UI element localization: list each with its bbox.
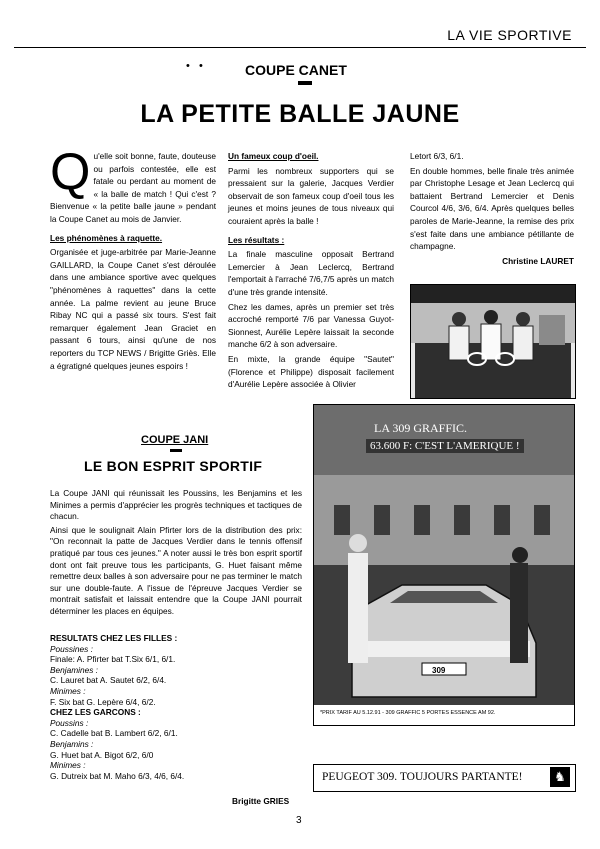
article1-paragraph: Parmi les nombreux supporters qui se pressaient sur la galerie, Jacques Verdier observait de son fameux coup d'oeil tous les jeunes et moins jeunes de tous niveaux qui couraient après la balle ! xyxy=(228,165,394,226)
section-title: LA VIE SPORTIVE xyxy=(447,27,572,43)
article1-intro: u'elle soit bonne, faute, douteuse ou parfois contestée, elle est fatale ou perdant au moment de « la balle de match ! Qui c'est ? Bienvenue « la petite balle jaune » pendant la Coupe Canet au mois de Janvier. xyxy=(50,151,216,224)
article1-column-1 xyxy=(50,143,216,374)
article1-subhead-1: Les phénomènes à raquette. xyxy=(50,232,163,243)
result-line: Poussines : xyxy=(50,643,93,654)
article2-paragraph: Ainsi que le soulignait Alain Pfirter lors de la distribution des prix: "On reconnait la patte de Jacques Verdier dans le tennis offensif pratiqué par tous ces jeunes." A noter aussi le très bon esprit sportif dont ont fait preuve tous les participants, G. Huet faisant même remettre deux balles à son adversaire pour ne pas terminer le match sur une double-faute. A l'issue de l'épreuve Jacques Verdier se montrait satisfait et laissait entendre que la Coupe JANI pourrait déterminer les places en équipes. xyxy=(50,524,302,616)
ad-slogan-bar xyxy=(313,764,576,792)
article1-paragraph: Letort 6/3, 6/1. xyxy=(410,151,464,161)
dropcap: Q xyxy=(50,143,91,201)
article2-kicker: COUPE JANI xyxy=(141,434,209,446)
article1-kicker-bar xyxy=(298,81,312,85)
ad-headline-2: 63.600 F: C'EST L'AMERIQUE ! xyxy=(366,439,524,453)
peugeot-advertisement xyxy=(313,404,575,726)
header-rule xyxy=(14,47,586,48)
article2-kicker-bar xyxy=(170,449,182,452)
article1-title: LA PETITE BALLE JAUNE xyxy=(140,100,460,128)
article1-subhead-2: Un fameux coup d'oeil. xyxy=(228,151,319,161)
article1-column-2 xyxy=(228,150,394,393)
article1-paragraph: Organisée et juge-arbitrée par Marie-Jeanne GAILLARD, la Coupe Canet s'est déroulée dans une ambiance sportive avec quelques "phénomènes à raquettes" dans la cette année. La palme revient au jeune Bruce Ribay NC qui a passé six tours. S'est fait remarquer également Jean Graciet en passant 6 tours, ainsi qu'une de nos reporters du TCP NEWS / Brigitte Griès. Elle a égratigné quelques jeunes espoirs ! xyxy=(50,247,216,371)
result-line: CHEZ LES GARCONS : xyxy=(50,707,141,718)
result-line: F. Six bat G. Lepère 6/4, 6/2. xyxy=(50,696,156,707)
results-list xyxy=(50,633,302,781)
result-line: Benjamins : xyxy=(50,738,94,749)
ad-fineprint: *PRIX TARIF AU 5.12.91 - 309 GRAFFIC 5 PORTES ESSENCE AM 92. xyxy=(320,710,496,716)
ad-photo-illustration xyxy=(314,405,574,725)
article1-signature: Christine LAURET xyxy=(502,255,574,266)
article2-signature: Brigitte GRIES xyxy=(232,796,290,806)
result-line: Finale: A. Pfirter bat T.Six 6/1, 6/1. xyxy=(50,654,176,665)
result-line: RESULTATS CHEZ LES FILLES : xyxy=(50,633,178,643)
kicker-decoration: • • xyxy=(186,60,203,72)
article1-paragraph: La finale masculine opposait Bertrand Lemercier à Jean Leclercq, Bertrand l'emportait à l'arraché 7/6,7/5 après un match d'une très grande intensité. xyxy=(228,249,394,297)
result-line: Poussins : xyxy=(50,717,89,728)
article2-paragraph: La Coupe JANI qui réunissait les Poussins, les Benjamins et les Minimes a permis d'apprécier les progrès techniques et tactiques de chacun. xyxy=(50,488,302,522)
article1-paragraph: En double hommes, belle finale très animée par Christophe Lesage et Jean Leclercq qui battaient Bertrand Lemercier et Denis Courcol 4/6, 3/6, 6/4. Après quelques belles paroles de Marie-Jeanne, la remise des prix s'est faite dans une ambiance pétillante de champagne. xyxy=(410,165,574,252)
ad-slogan: PEUGEOT 309. TOUJOURS PARTANTE! xyxy=(322,771,523,783)
page-number: 3 xyxy=(296,815,302,826)
result-line: Minimes : xyxy=(50,685,86,696)
peugeot-lion-icon: ♞ xyxy=(550,767,570,787)
article2-title: LE BON ESPRIT SPORTIF xyxy=(84,458,263,474)
result-line: G. Dutreix bat M. Maho 6/3, 4/6, 6/4. xyxy=(50,770,185,781)
ad-plate: 309 xyxy=(432,666,446,675)
players-photo-illustration xyxy=(411,285,575,398)
result-line: C. Lauret bat A. Sautet 6/2, 6/4. xyxy=(50,675,167,686)
article1-column-3 xyxy=(410,150,574,269)
article1-paragraph: Chez les dames, après un premier set très accroché remporté 7/6 par Vanessa Guyot-Sionnest, Aurélie Lepère laissait la seconde manche 6/2 à son adversaire. xyxy=(228,301,394,350)
result-line: C. Cadelle bat B. Lambert 6/2, 6/1. xyxy=(50,728,178,739)
article1-kicker: COUPE CANET xyxy=(245,62,347,78)
result-line: G. Huet bat A. Bigot 6/2, 6/0 xyxy=(50,749,154,760)
players-photo xyxy=(410,284,576,399)
ad-headline-1: LA 309 GRAFFIC. xyxy=(374,421,468,435)
result-line: Minimes : xyxy=(50,760,86,771)
article1-subhead-3: Les résultats : xyxy=(228,234,285,245)
article1-paragraph: En mixte, la grande équipe "Sautet" (Florence et Philippe) disposait facilement d'Aurélie Lepère associée à Olivier xyxy=(228,353,394,390)
result-line: Benjamines : xyxy=(50,664,98,675)
article2-body xyxy=(50,488,302,620)
